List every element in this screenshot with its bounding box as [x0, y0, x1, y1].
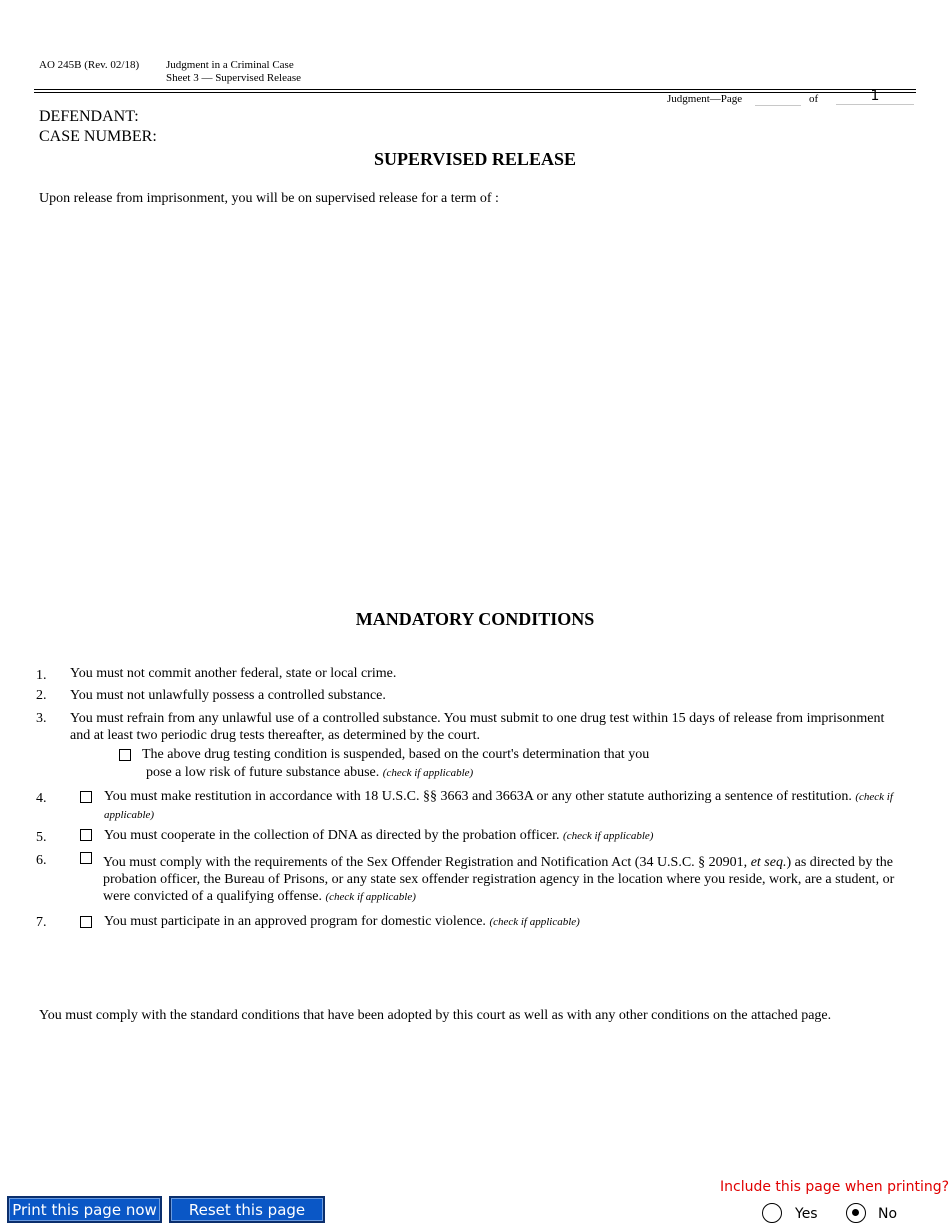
condition-3a-line1: The above drug testing condition is suspended, based on the court's determination that you [142, 747, 650, 762]
item-number: 3. [36, 711, 47, 726]
mandatory-conditions-title: MANDATORY CONDITIONS [355, 609, 595, 629]
check-note: (check if applicable) [382, 767, 474, 779]
print-page-button[interactable]: Print this page now [7, 1196, 162, 1223]
item-number: 6. [36, 853, 47, 868]
supervised-release-title: SUPERVISED RELEASE [374, 149, 576, 169]
domestic-violence-checkbox[interactable] [80, 916, 92, 928]
drug-test-suspended-checkbox[interactable] [119, 749, 131, 761]
include-page-prompt: Include this page when printing? [720, 1179, 950, 1195]
page-label: Judgment—Page [667, 93, 743, 105]
check-note: (check if applicable) [563, 830, 654, 842]
condition-2: You must not unlawfully possess a controlled substance. [70, 688, 386, 703]
supervised-release-term-field[interactable] [39, 212, 915, 592]
sheet-label: Sheet 3 — Supervised Release [166, 72, 302, 84]
case-number-label: CASE NUMBER: [39, 128, 157, 145]
condition-3: You must refrain from any unlawful use of a controlled substance. You must submit to one drug test within 15 days of release from imprisonment and at least two periodic drug tests thereafter, as determined by the court. [70, 711, 885, 743]
item-number: 2. [36, 688, 47, 703]
reset-page-button[interactable]: Reset this page [169, 1196, 325, 1223]
condition-1: You must not commit another federal, state or local crime. [70, 666, 397, 681]
item-number: 5. [36, 830, 47, 845]
total-pages-field[interactable]: 1 [836, 89, 914, 105]
check-note: (check if applicable) [489, 916, 580, 928]
header-rule-top [34, 89, 916, 90]
standard-conditions-note: You must comply with the standard conditions that have been adopted by this court as well as with any other conditions on the attached page. [39, 1008, 832, 1023]
condition-6-et-seq: et seq. [750, 855, 787, 870]
condition-7: You must participate in an approved program for domestic violence. [104, 914, 486, 929]
supervised-release-intro: Upon release from imprisonment, you will be on supervised release for a term of : [39, 191, 499, 206]
include-no-label: No [878, 1206, 898, 1222]
include-yes-radio[interactable] [762, 1203, 782, 1223]
check-note: (check if applicable) [325, 891, 416, 903]
sex-offender-checkbox[interactable] [80, 852, 92, 864]
check-note: (check if applicable) [104, 791, 893, 821]
form-id: AO 245B (Rev. 02/18) [39, 59, 140, 71]
dna-checkbox[interactable] [80, 829, 92, 841]
defendant-label: DEFENDANT: [39, 108, 139, 125]
condition-6-part-a: You must comply with the requirements of the Sex Offender Registration and Notification Act (34 U.S.C. § 20901, [103, 855, 748, 870]
condition-6-part-b: ) as directed by the probation officer, the Bureau of Prisons, or any state sex offender registration agency in the location where you reside, work, are a student, or were convicted of a qualifying offense. [103, 855, 895, 904]
include-yes-label: Yes [795, 1206, 818, 1222]
condition-4: You must make restitution in accordance with 18 U.S.C. §§ 3663 and 3663A or any other statute authorizing a sentence of restitution. [104, 789, 852, 804]
include-no-radio[interactable] [846, 1203, 866, 1223]
item-number: 7. [36, 915, 47, 930]
condition-3a-line2: pose a low risk of future substance abuse. [146, 765, 380, 780]
item-number: 1. [36, 668, 47, 683]
form-title: Judgment in a Criminal Case [166, 59, 294, 71]
item-number: 4. [36, 791, 47, 806]
restitution-checkbox[interactable] [80, 791, 92, 803]
condition-5: You must cooperate in the collection of DNA as directed by the probation officer. [104, 828, 560, 843]
page-number-field[interactable] [755, 93, 801, 106]
selected-dot [852, 1209, 859, 1216]
of-label: of [809, 93, 819, 105]
